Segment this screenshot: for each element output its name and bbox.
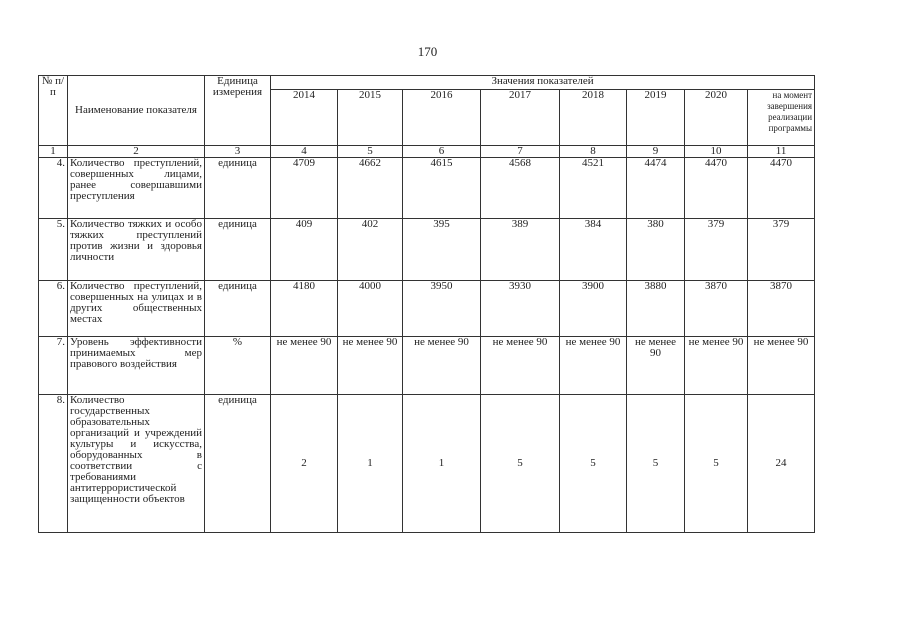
row-value: не менее 90	[685, 337, 748, 395]
column-number: 2	[68, 146, 205, 158]
header-row-top	[39, 76, 815, 90]
row-value: 3880	[627, 281, 685, 337]
column-number: 3	[205, 146, 271, 158]
row-no: 7.	[39, 337, 68, 395]
header-unit: Единица измерения	[205, 76, 271, 146]
row-value: 3870	[685, 281, 748, 337]
row-value: 4470	[685, 158, 748, 219]
row-value: не менее 90	[560, 337, 627, 395]
row-value: 5	[560, 395, 627, 533]
column-number: 8	[560, 146, 627, 158]
row-name: Количество тяжких и особо тяжких преступлений против жизни и здоровья личности	[68, 219, 205, 281]
row-value: 5	[685, 395, 748, 533]
row-unit: единица	[205, 281, 271, 337]
table-row	[39, 281, 815, 337]
header-final: на момент завершения реализации программы	[748, 90, 815, 146]
header-no: № п/п	[39, 76, 68, 146]
row-no: 4.	[39, 158, 68, 219]
row-value: 4000	[338, 281, 403, 337]
row-value: 4470	[748, 158, 815, 219]
row-value: не менее 90	[338, 337, 403, 395]
row-value: 4521	[560, 158, 627, 219]
column-number: 11	[748, 146, 815, 158]
row-value: 389	[481, 219, 560, 281]
row-value: 24	[748, 395, 815, 533]
row-value: 4180	[271, 281, 338, 337]
row-name: Количество государственных образовательных организаций и учреждений культуры и искусства, оборудованных в соответствии с требованиями антитеррористической защищенности объектов	[68, 395, 205, 533]
row-name: Количество преступлений, совершенных лицами, ранее совершавшими преступления	[68, 158, 205, 219]
row-value: 395	[403, 219, 481, 281]
table-row	[39, 395, 815, 533]
column-number: 5	[338, 146, 403, 158]
row-value: 3900	[560, 281, 627, 337]
header-year: 2019	[627, 90, 685, 146]
row-value: 4615	[403, 158, 481, 219]
row-value: 4568	[481, 158, 560, 219]
column-numbers-row	[39, 146, 815, 158]
column-number: 10	[685, 146, 748, 158]
row-value: 3950	[403, 281, 481, 337]
indicators-table	[38, 75, 815, 533]
table-row	[39, 337, 815, 395]
column-number: 4	[271, 146, 338, 158]
header-year: 2016	[403, 90, 481, 146]
row-no: 5.	[39, 219, 68, 281]
header-values-group: Значения показателей	[271, 76, 815, 90]
row-value: не менее 90	[403, 337, 481, 395]
row-value: 379	[748, 219, 815, 281]
page-number: 170	[417, 44, 438, 59]
row-value: не менее 90	[627, 337, 685, 395]
row-value: 4474	[627, 158, 685, 219]
table-row	[39, 219, 815, 281]
row-value: 402	[338, 219, 403, 281]
row-value: 4662	[338, 158, 403, 219]
row-value: 380	[627, 219, 685, 281]
row-unit: единица	[205, 219, 271, 281]
row-value: 3930	[481, 281, 560, 337]
row-value: 3870	[748, 281, 815, 337]
header-year: 2014	[271, 90, 338, 146]
column-number: 6	[403, 146, 481, 158]
row-value: не менее 90	[748, 337, 815, 395]
row-unit: единица	[205, 395, 271, 533]
column-number: 7	[481, 146, 560, 158]
row-no: 6.	[39, 281, 68, 337]
row-value: 4709	[271, 158, 338, 219]
column-number: 9	[627, 146, 685, 158]
row-name: Уровень эффективности принимаемых мер правового воздействия	[68, 337, 205, 395]
header-name: Наименование показателя	[68, 76, 205, 146]
row-value: 1	[403, 395, 481, 533]
row-value: 5	[481, 395, 560, 533]
row-value: 2	[271, 395, 338, 533]
row-value: 379	[685, 219, 748, 281]
column-number: 1	[39, 146, 68, 158]
row-unit: единица	[205, 158, 271, 219]
header-year: 2017	[481, 90, 560, 146]
row-no: 8.	[39, 395, 68, 533]
row-value: не менее 90	[271, 337, 338, 395]
row-value: 409	[271, 219, 338, 281]
header-year: 2020	[685, 90, 748, 146]
header-year: 2015	[338, 90, 403, 146]
row-name: Количество преступлений, совершенных на улицах и в других общественных местах	[68, 281, 205, 337]
table-row	[39, 158, 815, 219]
row-unit: %	[205, 337, 271, 395]
row-value: 384	[560, 219, 627, 281]
row-value: 5	[627, 395, 685, 533]
row-value: 1	[338, 395, 403, 533]
row-value: не менее 90	[481, 337, 560, 395]
header-year: 2018	[560, 90, 627, 146]
